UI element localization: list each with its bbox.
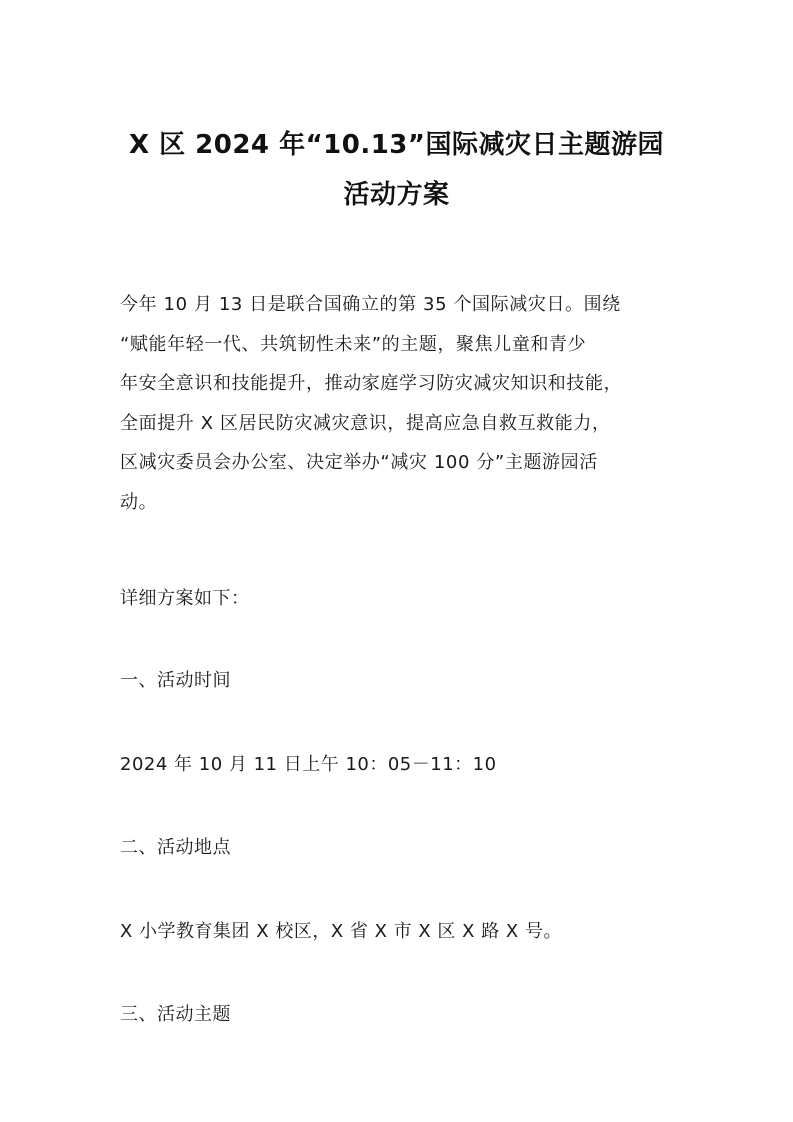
intro-line: 今年 10 月 13 日是联合国确立的第 35 个国际减灾日。围绕 bbox=[120, 294, 621, 315]
intro-line: 动。 bbox=[120, 491, 158, 513]
plan-intro: 详细方案如下： bbox=[120, 588, 250, 609]
section-heading-theme: 三、活动主题 bbox=[120, 1004, 231, 1025]
document-title-line-1: X 区 2024 年“10.13”国际减灾日主题游园 bbox=[129, 130, 664, 160]
section-body-time: 2024 年 10 月 11 日上午 10：05－11：10 bbox=[120, 754, 497, 775]
section-heading-location: 二、活动地点 bbox=[120, 837, 231, 858]
intro-line: 全面提升 X 区居民防灾减灾意识，提高应急自救互救能力， bbox=[120, 412, 611, 434]
intro-line: 区减灾委员会办公室、决定举办“减灾 100 分”主题游园活 bbox=[120, 452, 598, 473]
document-title-line-2: 活动方案 bbox=[343, 180, 450, 210]
section-heading-time: 一、活动时间 bbox=[120, 670, 231, 691]
section-body-location: X 小学教育集团 X 校区，X 省 X 市 X 区 X 路 X 号。 bbox=[120, 921, 562, 942]
intro-line: “赋能年轻一代、共筑韧性未来”的主题，聚焦儿童和青少 bbox=[120, 333, 587, 355]
intro-paragraph bbox=[120, 285, 695, 522]
intro-line: 年安全意识和技能提升，推动家庭学习防灾减灾知识和技能， bbox=[120, 373, 623, 394]
